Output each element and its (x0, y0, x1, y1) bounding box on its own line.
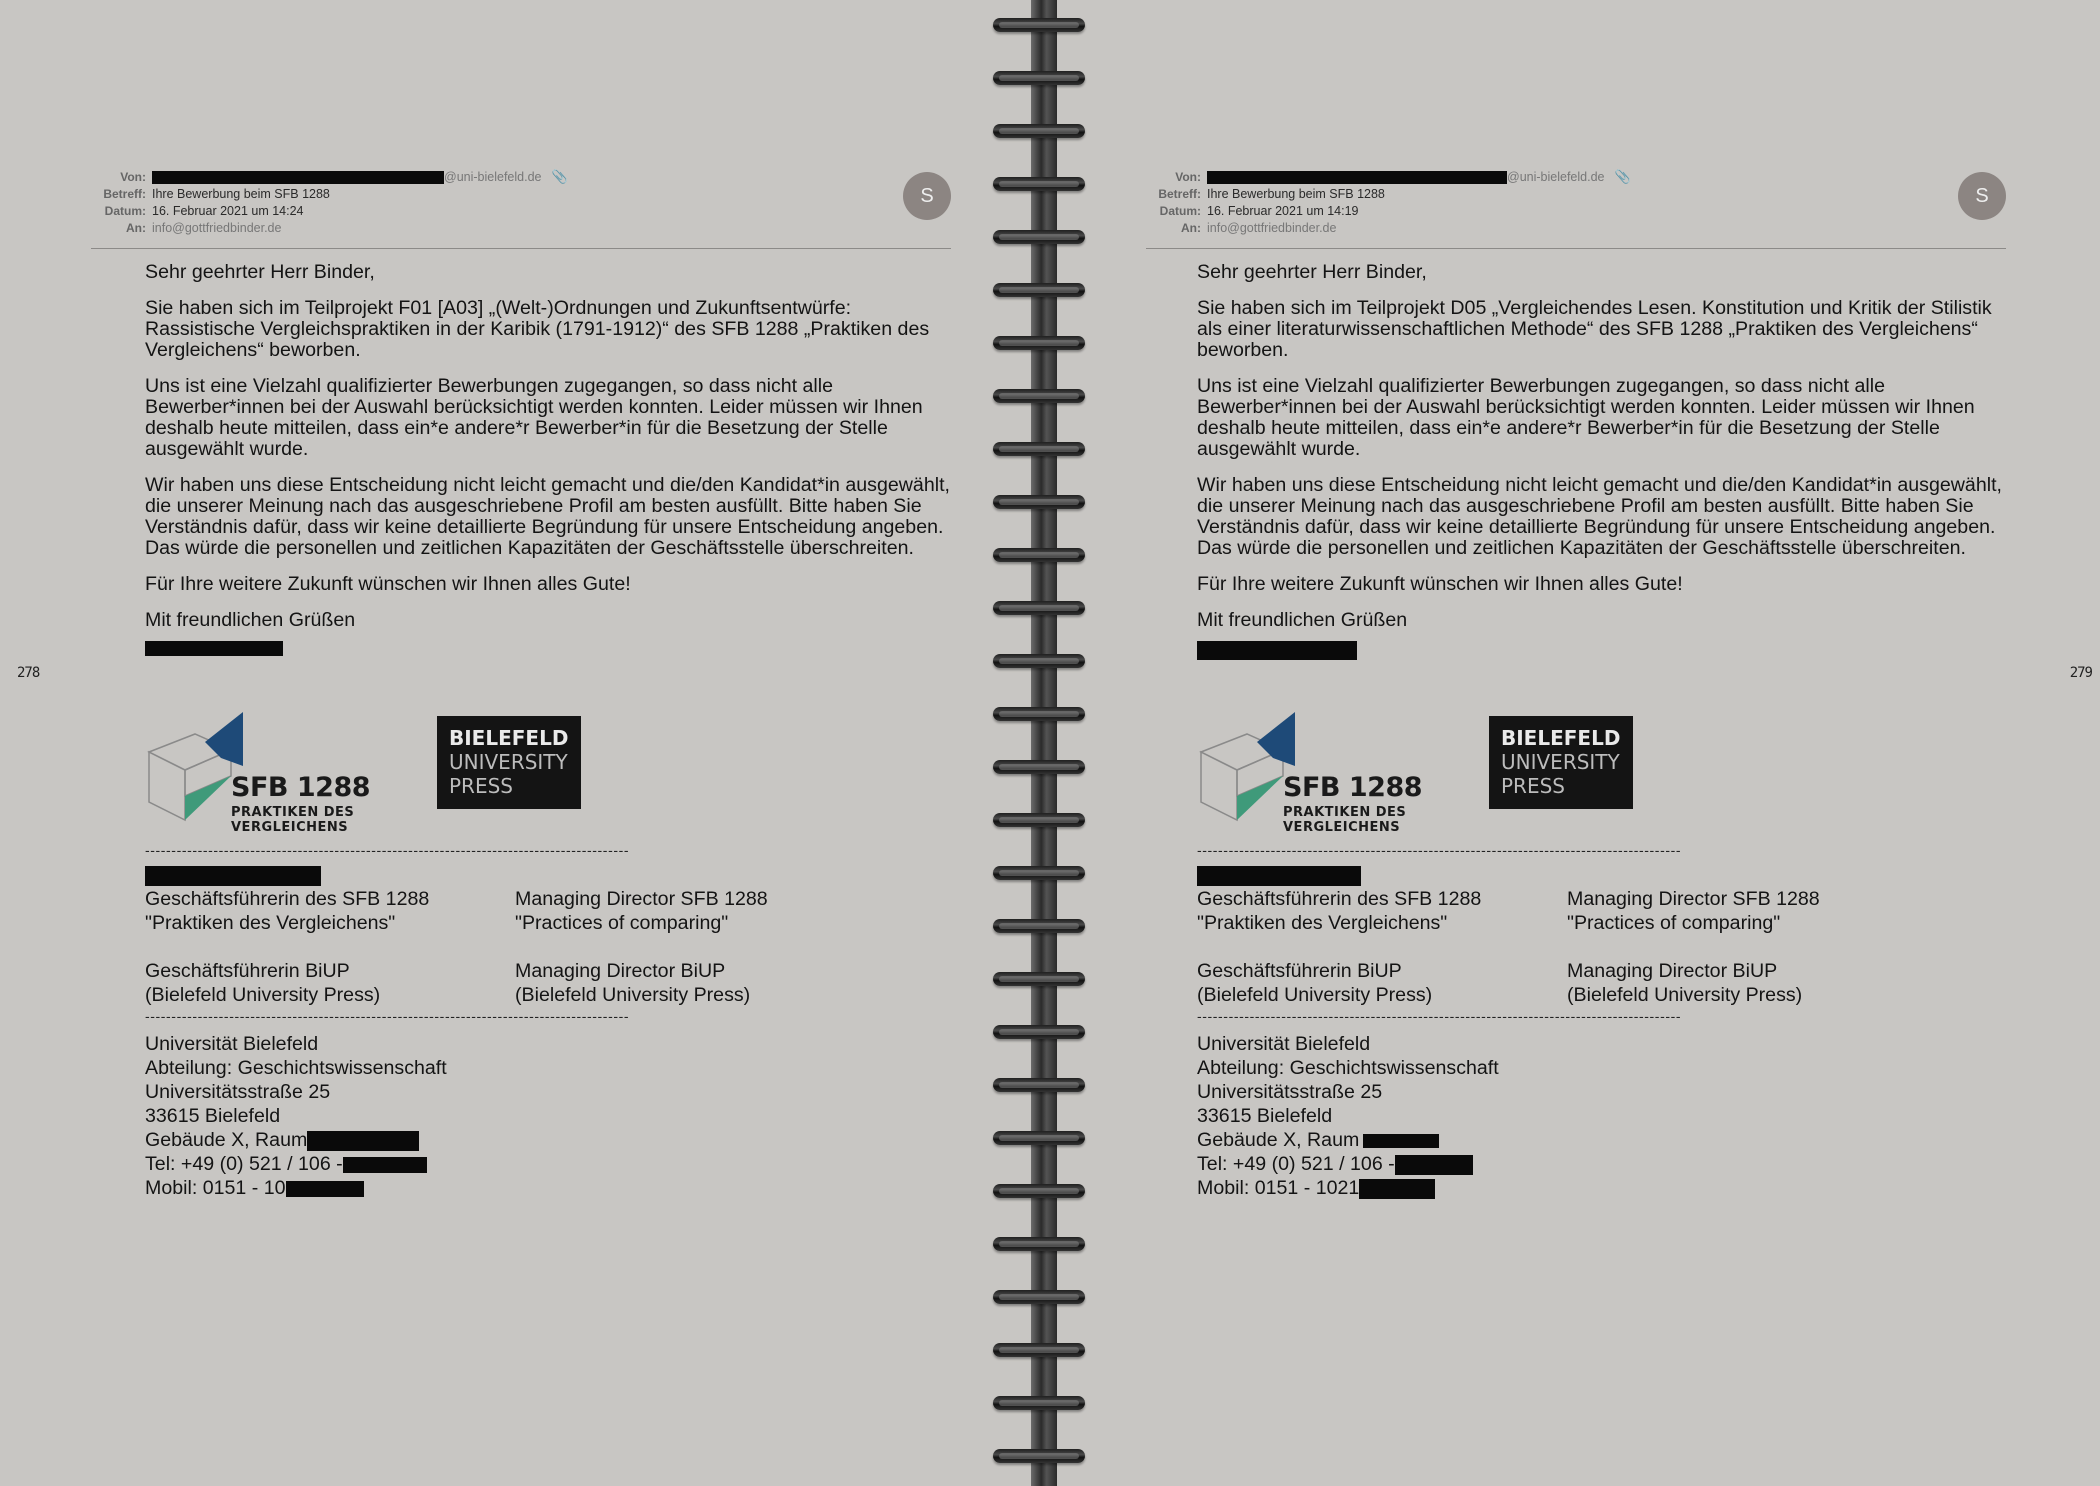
role1-en: Managing Director SFB 1288 (515, 888, 768, 910)
salutation: Sehr geehrter Herr Binder, (145, 261, 375, 283)
address-line-5: Gebäude X, Raum (1197, 1129, 1360, 1151)
logos (145, 712, 745, 842)
role2-de-2: (Bielefeld University Press) (145, 984, 381, 1006)
paragraph-3: Wir haben uns diese Entscheidung nicht leicht gemacht und die/den Kandidat*in ausgewählt, die unserer Meinung nach das ausgeschriebene Profil am besten ausfüllt. Bitte haben Sie Verständnis dafür, dass wir keine detaillierte Begründung für unsere Entscheidung angeben. Das würde die personellen und zeitlichen Kapazitäten der Geschäftsstelle überschreiten. (145, 474, 950, 559)
page-number: 279 (2069, 665, 2092, 681)
phone-redaction (343, 1157, 427, 1173)
sfb-subtitle-1: PRAKTIKEN DES (231, 805, 355, 820)
sfb-subtitle-1: PRAKTIKEN DES (1283, 805, 1407, 820)
role2-en-2: (Bielefeld University Press) (1567, 984, 1803, 1006)
from-domain: @uni-bielefeld.de (1507, 169, 1605, 184)
dash-divider: -------------------------------------------------------------------------------------------- (1197, 842, 1682, 858)
email-body (1197, 262, 2017, 660)
biup-logo (1489, 716, 1633, 809)
room-line (145, 1128, 965, 1152)
name-redaction (145, 866, 321, 886)
role2-en-2: (Bielefeld University Press) (515, 984, 751, 1006)
biup-logo (437, 716, 581, 809)
paperclip-icon: 📎 (551, 168, 568, 184)
paragraph-1: Sie haben sich im Teilprojekt D05 „Vergleichendes Lesen. Konstitution und Kritik der Stilistik als einer literaturwissenschaftlichen Methode“ des SFB 1288 „Praktiken des Vergleichens“ beworben. (1197, 297, 1992, 361)
sfb-logo (1197, 712, 1427, 842)
room-line (1197, 1128, 2017, 1152)
address-block (145, 1032, 965, 1200)
sfb-logo (145, 712, 375, 842)
paragraph-3: Wir haben uns diese Entscheidung nicht leicht gemacht und die/den Kandidat*in ausgewählt, die unserer Meinung nach das ausgeschriebene Profil am besten ausfüllt. Bitte haben Sie Verständnis dafür, dass wir keine detaillierte Begründung für unsere Entscheidung angeben. Das würde die personellen und zeitlichen Kapazitäten der Geschäftsstelle überschreiten. (1197, 474, 2002, 559)
from-value (1207, 169, 1631, 185)
address-block (1197, 1032, 2017, 1200)
sender-avatar: S (903, 172, 951, 220)
biup-line-1: BIELEFELD (449, 726, 569, 750)
redaction-bar (1207, 171, 1507, 184)
role2-de: Geschäftsführerin BiUP (145, 960, 350, 982)
to-value: info@gottfriedbinder.de (1207, 220, 1337, 235)
biup-line-2: UNIVERSITY (449, 750, 568, 774)
role2-en: Managing Director BiUP (515, 960, 726, 982)
address-line-6: Tel: +49 (0) 521 / 106 - (145, 1153, 343, 1175)
paragraph-2: Uns ist eine Vielzahl qualifizierter Bewerbungen zugegangen, so dass nicht alle Bewerber*innen bei der Auswahl berücksichtigt werden konnten. Leider müssen wir Ihnen deshalb heute mitteilen, dass ein*e andere*r Bewerber*in für die Besetzung der Stelle ausgewählt wurde. (1197, 375, 1975, 460)
address-line-3: Universitätsstraße 25 (1197, 1081, 1383, 1103)
subject-label: Betreff: (103, 186, 146, 201)
biup-line-3: PRESS (449, 774, 513, 798)
from-domain: @uni-bielefeld.de (444, 169, 542, 184)
dash-divider: -------------------------------------------------------------------------------------------- (145, 842, 630, 858)
paperclip-icon: 📎 (1614, 168, 1631, 184)
signature-redaction (145, 641, 283, 656)
phone-redaction (1395, 1155, 1473, 1175)
paragraph-4: Für Ihre weitere Zukunft wünschen wir Ihnen alles Gute! (1197, 573, 1683, 595)
sfb-text (231, 774, 370, 835)
mobile-line (1197, 1176, 2017, 1200)
closing: Mit freundlichen Grüßen (145, 609, 356, 631)
role1-de: Geschäftsführerin des SFB 1288 (145, 888, 430, 910)
subject-value: Ihre Bewerbung beim SFB 1288 (1207, 186, 1385, 201)
role1-en-2: "Practices of comparing" (515, 912, 729, 934)
sfb-subtitle-2: VERGLEICHENS (1283, 820, 1401, 835)
salutation: Sehr geehrter Herr Binder, (1197, 261, 1427, 283)
address-line-5: Gebäude X, Raum (145, 1129, 308, 1151)
address-line-4: 33615 Bielefeld (1197, 1105, 1333, 1127)
sfb-title: SFB 1288 (1283, 772, 1423, 803)
address-line-2: Abteilung: Geschichtswissenschaft (1197, 1057, 1499, 1079)
email-body (145, 262, 965, 656)
redaction-bar (152, 171, 444, 184)
role1-en: Managing Director SFB 1288 (1567, 888, 1820, 910)
role1-de-2: "Praktiken des Vergleichens" (1197, 912, 1448, 934)
role1-en-2: "Practices of comparing" (1567, 912, 1781, 934)
biup-line-1: BIELEFELD (1501, 726, 1621, 750)
phone-line (1197, 1152, 2017, 1176)
sender-avatar: S (1958, 172, 2006, 220)
paragraph-1: Sie haben sich im Teilprojekt F01 [A03] „(Welt-)Ordnungen und Zukunftsentwürfe: Rassistische Vergleichspraktiken in der Karibik (1791-1912)“ des SFB 1288 „Praktiken des Vergleichens“ beworben. (145, 297, 930, 361)
room-redaction (1363, 1134, 1439, 1148)
right-page (1053, 0, 2092, 1486)
phone-line (145, 1152, 965, 1176)
page-number: 278 (17, 665, 40, 681)
name-redaction (1197, 866, 1361, 886)
date-value: 16. Februar 2021 um 14:19 (1207, 203, 1359, 218)
address-line-6: Tel: +49 (0) 521 / 106 - (1197, 1153, 1395, 1175)
signature-footer (1197, 887, 2017, 1007)
role1-de-2: "Praktiken des Vergleichens" (145, 912, 396, 934)
address-line-1: Universität Bielefeld (145, 1033, 319, 1055)
from-label: Von: (120, 169, 146, 184)
dash-divider-2: -------------------------------------------------------------------------------------------- (145, 1008, 630, 1024)
email-header (1146, 168, 2006, 249)
sfb-title: SFB 1288 (231, 772, 371, 803)
left-page (0, 0, 1000, 1486)
to-label: An: (1181, 220, 1201, 235)
role2-de-2: (Bielefeld University Press) (1197, 984, 1433, 1006)
address-line-4: 33615 Bielefeld (145, 1105, 281, 1127)
to-label: An: (126, 220, 146, 235)
signature-footer (145, 887, 965, 1007)
sfb-subtitle-2: VERGLEICHENS (231, 820, 349, 835)
paragraph-4: Für Ihre weitere Zukunft wünschen wir Ihnen alles Gute! (145, 573, 631, 595)
date-value: 16. Februar 2021 um 14:24 (152, 203, 304, 218)
dash-divider-2: -------------------------------------------------------------------------------------------- (1197, 1008, 1682, 1024)
signature-redaction (1197, 641, 1357, 660)
sfb-text (1283, 774, 1422, 835)
subject-value: Ihre Bewerbung beim SFB 1288 (152, 186, 330, 201)
to-value: info@gottfriedbinder.de (152, 220, 282, 235)
from-label: Von: (1175, 169, 1201, 184)
room-redaction (307, 1131, 419, 1151)
role1-de: Geschäftsführerin des SFB 1288 (1197, 888, 1482, 910)
mobile-line (145, 1176, 965, 1200)
date-label: Datum: (1159, 203, 1201, 218)
address-line-2: Abteilung: Geschichtswissenschaft (145, 1057, 447, 1079)
mobile-redaction (286, 1181, 364, 1197)
closing: Mit freundlichen Grüßen (1197, 609, 1408, 631)
role2-en: Managing Director BiUP (1567, 960, 1778, 982)
logos (1197, 712, 1797, 842)
biup-line-3: PRESS (1501, 774, 1565, 798)
mobile-redaction (1359, 1179, 1435, 1199)
address-line-1: Universität Bielefeld (1197, 1033, 1371, 1055)
paragraph-2: Uns ist eine Vielzahl qualifizierter Bewerbungen zugegangen, so dass nicht alle Bewerber*innen bei der Auswahl berücksichtigt werden konnten. Leider müssen wir Ihnen deshalb heute mitteilen, dass ein*e andere*r Bewerber*in für die Besetzung der Stelle ausgewählt wurde. (145, 375, 923, 460)
date-label: Datum: (104, 203, 146, 218)
role2-de: Geschäftsführerin BiUP (1197, 960, 1402, 982)
from-value (152, 169, 568, 185)
subject-label: Betreff: (1158, 186, 1201, 201)
address-line-3: Universitätsstraße 25 (145, 1081, 331, 1103)
address-line-7: Mobil: 0151 - 10 (145, 1177, 286, 1199)
email-header (91, 168, 951, 249)
address-line-7: Mobil: 0151 - 1021 (1197, 1177, 1360, 1199)
biup-line-2: UNIVERSITY (1501, 750, 1620, 774)
